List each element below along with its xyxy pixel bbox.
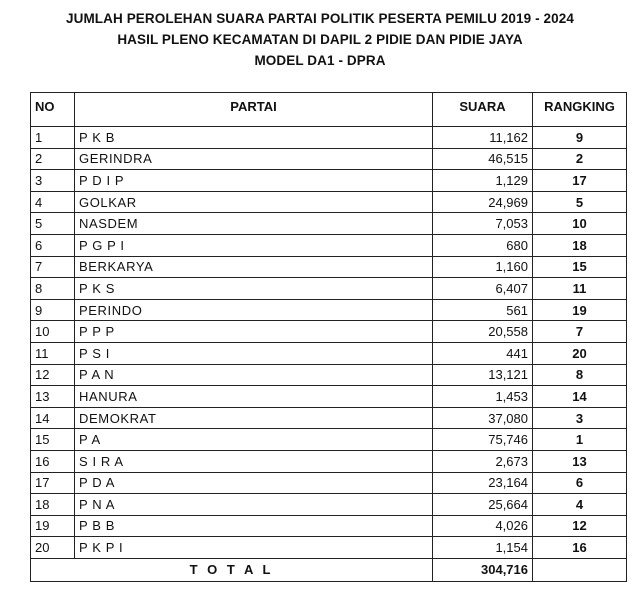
row-no: 17	[31, 472, 75, 494]
row-partai: P B B	[75, 515, 433, 537]
row-no: 4	[31, 191, 75, 213]
row-partai: P G P I	[75, 234, 433, 256]
row-partai: P S I	[75, 342, 433, 364]
row-rangking: 2	[533, 148, 627, 170]
row-partai: P D I P	[75, 170, 433, 192]
row-partai: BERKARYA	[75, 256, 433, 278]
row-rangking: 14	[533, 386, 627, 408]
row-suara: 13,121	[433, 364, 533, 386]
row-suara: 1,160	[433, 256, 533, 278]
row-no: 10	[31, 321, 75, 343]
row-no: 20	[31, 537, 75, 559]
row-partai: P D A	[75, 472, 433, 494]
row-partai: P K P I	[75, 537, 433, 559]
header-partai: PARTAI	[75, 93, 433, 127]
table-row	[31, 321, 627, 343]
table-row	[31, 148, 627, 170]
table-row	[31, 364, 627, 386]
row-rangking: 19	[533, 299, 627, 321]
total-rank-empty	[533, 558, 627, 581]
row-partai: S I R A	[75, 450, 433, 472]
table-row	[31, 429, 627, 451]
table-row	[31, 342, 627, 364]
title-line-3: MODEL DA1 - DPRA	[254, 53, 386, 68]
row-no: 16	[31, 450, 75, 472]
row-partai: DEMOKRAT	[75, 407, 433, 429]
row-rangking: 20	[533, 342, 627, 364]
row-partai: P K B	[75, 127, 433, 149]
row-partai: P K S	[75, 278, 433, 300]
row-suara: 1,129	[433, 170, 533, 192]
row-partai: HANURA	[75, 386, 433, 408]
row-suara: 20,558	[433, 321, 533, 343]
total-label: T O T A L	[31, 558, 433, 581]
row-suara: 1,453	[433, 386, 533, 408]
row-partai: P P P	[75, 321, 433, 343]
row-no: 3	[31, 170, 75, 192]
table-row	[31, 386, 627, 408]
row-rangking: 13	[533, 450, 627, 472]
row-rangking: 16	[533, 537, 627, 559]
row-no: 6	[31, 234, 75, 256]
row-suara: 46,515	[433, 148, 533, 170]
row-rangking: 10	[533, 213, 627, 235]
table-row	[31, 127, 627, 149]
row-rangking: 1	[533, 429, 627, 451]
row-no: 11	[31, 342, 75, 364]
table-header-row	[31, 93, 627, 127]
row-suara: 680	[433, 234, 533, 256]
row-partai: P A	[75, 429, 433, 451]
row-no: 15	[31, 429, 75, 451]
row-suara: 25,664	[433, 494, 533, 516]
row-no: 12	[31, 364, 75, 386]
table-row	[31, 213, 627, 235]
row-rangking: 5	[533, 191, 627, 213]
row-suara: 1,154	[433, 537, 533, 559]
row-suara: 6,407	[433, 278, 533, 300]
table-row	[31, 256, 627, 278]
table-row	[31, 191, 627, 213]
row-suara: 4,026	[433, 515, 533, 537]
row-no: 5	[31, 213, 75, 235]
row-rangking: 7	[533, 321, 627, 343]
row-rangking: 11	[533, 278, 627, 300]
row-rangking: 4	[533, 494, 627, 516]
table-row	[31, 537, 627, 559]
title-line-1: JUMLAH PEROLEHAN SUARA PARTAI POLITIK PESERTA PEMILU 2019 - 2024	[66, 11, 574, 26]
title-line-2: HASIL PLENO KECAMATAN DI DAPIL 2 PIDIE DAN PIDIE JAYA	[117, 32, 523, 47]
row-partai: PERINDO	[75, 299, 433, 321]
row-rangking: 9	[533, 127, 627, 149]
table-body	[31, 127, 627, 582]
table-row	[31, 494, 627, 516]
row-partai: GOLKAR	[75, 191, 433, 213]
table-row	[31, 407, 627, 429]
row-rangking: 17	[533, 170, 627, 192]
row-rangking: 12	[533, 515, 627, 537]
total-suara: 304,716	[433, 558, 533, 581]
row-suara: 561	[433, 299, 533, 321]
row-suara: 7,053	[433, 213, 533, 235]
row-no: 9	[31, 299, 75, 321]
total-row	[31, 558, 627, 581]
row-suara: 24,969	[433, 191, 533, 213]
row-suara: 441	[433, 342, 533, 364]
row-suara: 2,673	[433, 450, 533, 472]
header-no: NO	[31, 93, 75, 127]
table-row	[31, 170, 627, 192]
row-no: 18	[31, 494, 75, 516]
table-row	[31, 278, 627, 300]
vote-results-table	[30, 92, 627, 582]
row-no: 2	[31, 148, 75, 170]
row-no: 1	[31, 127, 75, 149]
header-suara: SUARA	[433, 93, 533, 127]
row-partai: GERINDRA	[75, 148, 433, 170]
table-row	[31, 515, 627, 537]
table-row	[31, 472, 627, 494]
document-title-block	[0, 8, 640, 71]
row-no: 13	[31, 386, 75, 408]
row-suara: 11,162	[433, 127, 533, 149]
row-partai: P N A	[75, 494, 433, 516]
row-rangking: 3	[533, 407, 627, 429]
table-row	[31, 234, 627, 256]
row-rangking: 15	[533, 256, 627, 278]
row-rangking: 8	[533, 364, 627, 386]
row-suara: 75,746	[433, 429, 533, 451]
row-no: 7	[31, 256, 75, 278]
row-rangking: 18	[533, 234, 627, 256]
table-row	[31, 299, 627, 321]
row-no: 19	[31, 515, 75, 537]
table-row	[31, 450, 627, 472]
row-no: 8	[31, 278, 75, 300]
header-rangking: RANGKING	[533, 93, 627, 127]
row-rangking: 6	[533, 472, 627, 494]
row-suara: 37,080	[433, 407, 533, 429]
row-suara: 23,164	[433, 472, 533, 494]
row-partai: NASDEM	[75, 213, 433, 235]
row-no: 14	[31, 407, 75, 429]
row-partai: P A N	[75, 364, 433, 386]
